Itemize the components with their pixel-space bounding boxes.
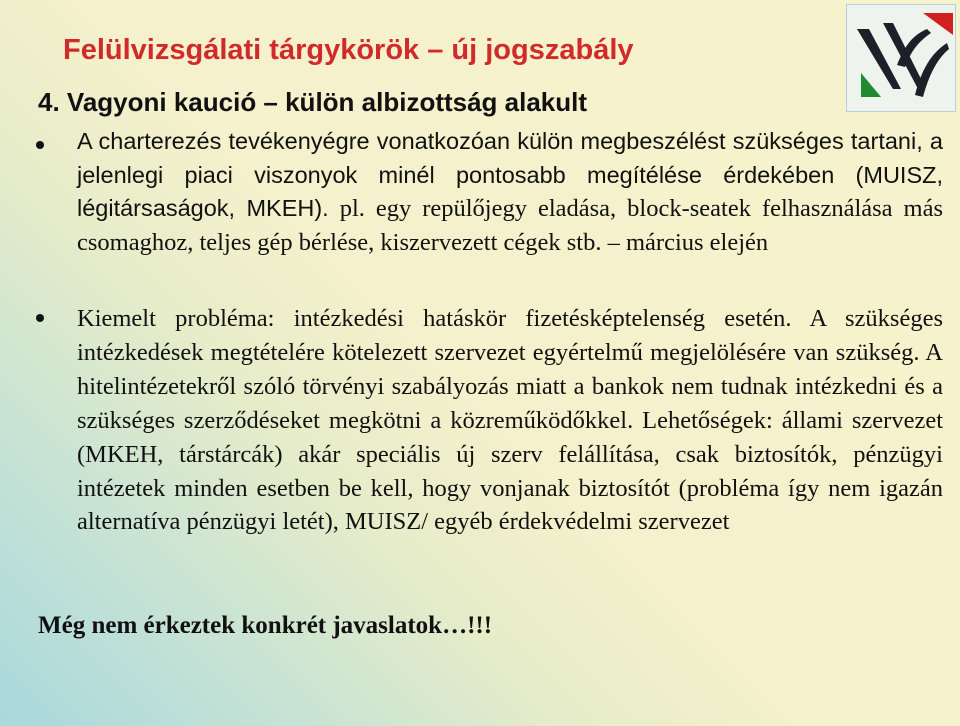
ministry-logo-graphic [847,5,957,113]
slide-subtitle: 4. Vagyoni kaució – külön albizottság alakult [38,87,588,117]
bullet-paragraph-1 [77,125,943,259]
logo-stroke-4 [915,43,949,97]
logo-green-triangle [861,73,881,97]
bullet-dot-1 [36,141,44,149]
bullet-dot-2 [36,314,44,322]
slide-title: Felülvizsgálati tárgykörök – új jogszabály [63,34,634,66]
logo-icon [846,4,956,112]
bullet-1-text-sans: A charterezés tevékenyégre vonatkozóan külön megbeszélést szükséges tartani, a jelenlegi piaci viszonyok minél pontosabb megítélése érdekében (MUISZ, légitársaságok, MKEH). [77,128,943,222]
bullet-1-text-serif: pl. egy repülőjegy eladása, block-seatek felhasználása más csomaghoz, teljes gép bérlése, kiszervezett cégek stb. – március elején [77,195,943,256]
closing-statement: Még nem érkeztek konkrét javaslatok…!!! [38,612,493,639]
bullet-paragraph-2: Kiemelt probléma: intézkedési hatáskör fizetésképtelenség esetén. A szükséges intézkedések megtételére kötelezett szervezet egyértelmű megjelölésére van szükség. A hitelintézetekről szóló törvényi szabályozás miatt a bankok nem tudnak intézkedni és a szükséges szerződéseket megkötni a közreműködőkkel. Lehetőségek: állami szervezet (MKEH, társtárcák) akár speciális új szerv felállítása, csak biztosítók, pénzügyi intézetek minden esetben be kell, hogy vonjanak biztosítót (probléma így nem igazán alternatíva pénzügyi letét), MUISZ/ egyéb érdekvédelmi szervezet [77,305,943,536]
